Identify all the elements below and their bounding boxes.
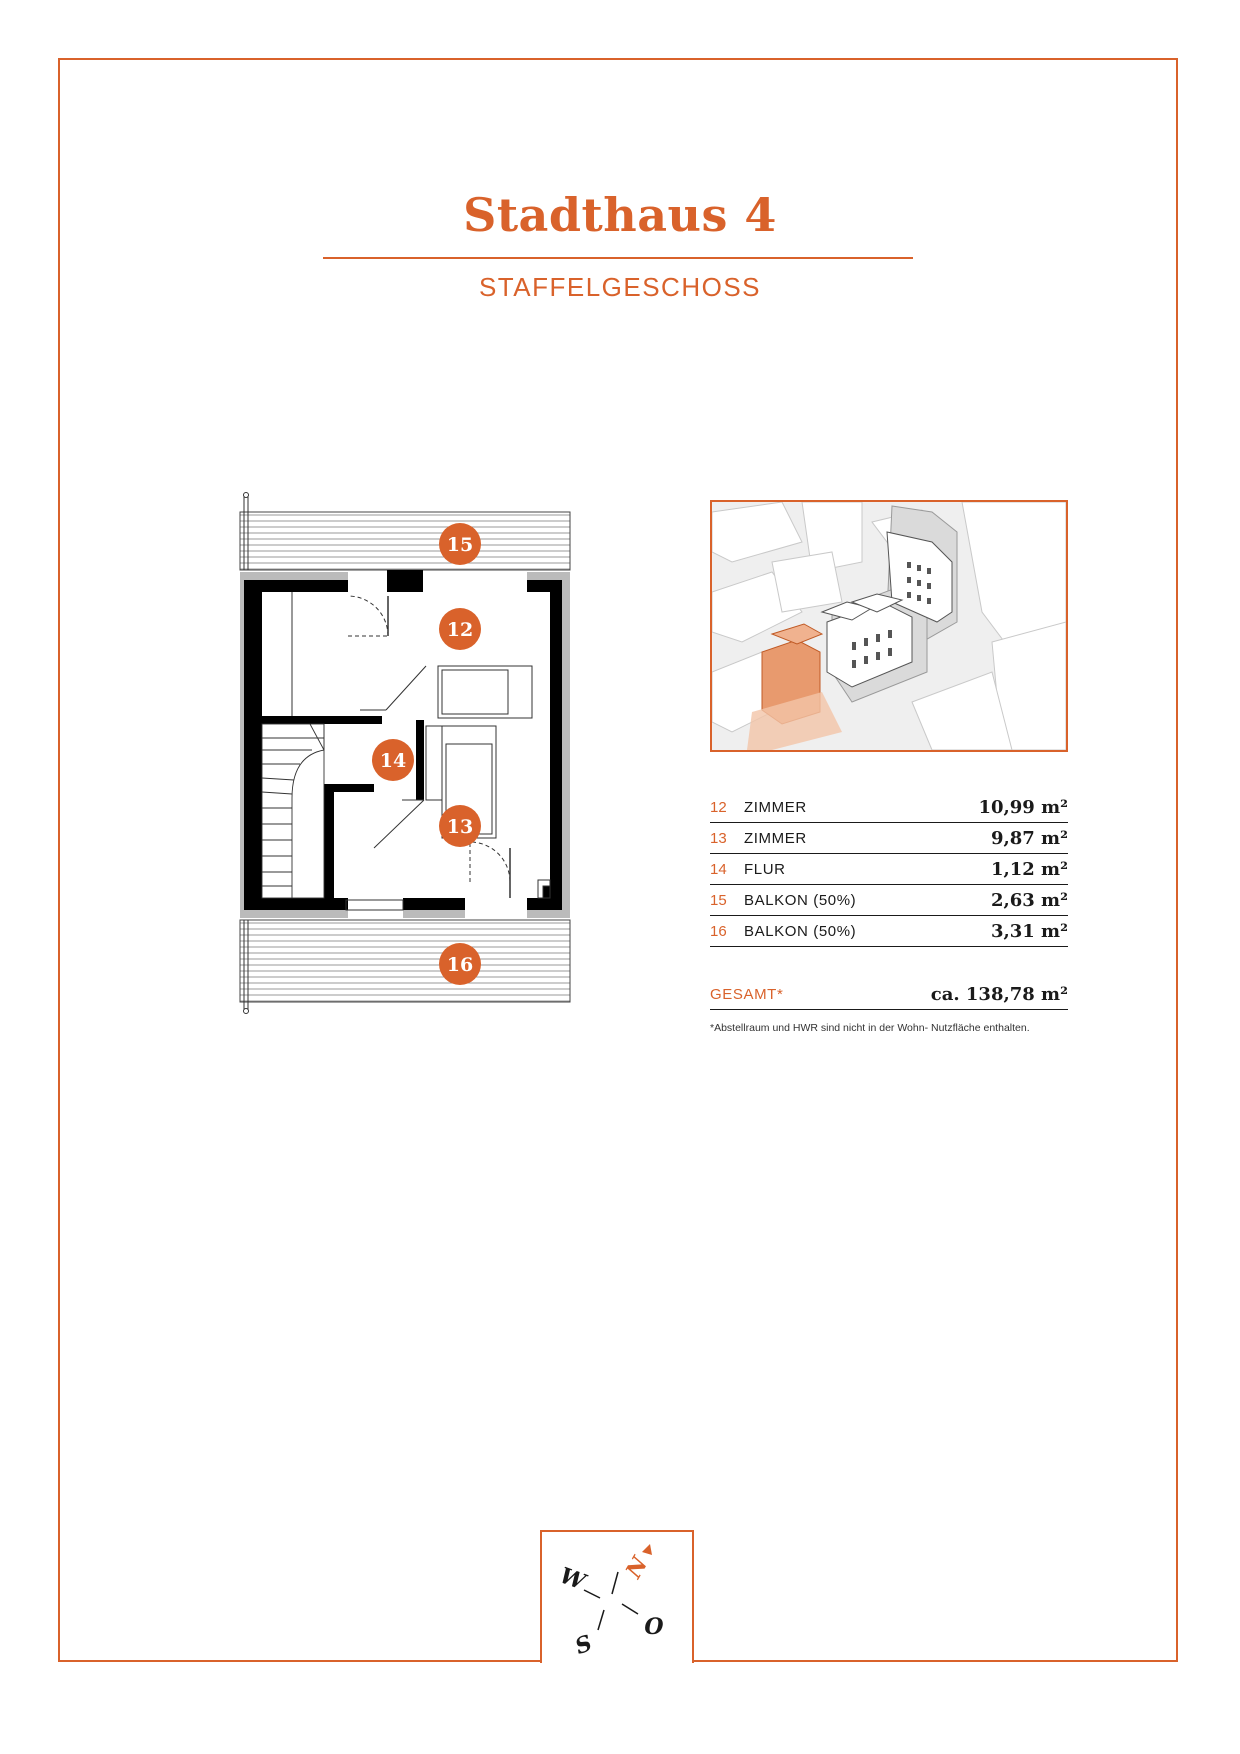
page-subtitle: STAFFELGESCHOSS <box>478 272 762 302</box>
room-badge-12 <box>439 608 481 650</box>
area-value: 1,12 m² <box>990 858 1068 880</box>
area-row <box>710 854 1068 885</box>
area-name: FLUR <box>744 860 786 878</box>
area-name: ZIMMER <box>744 798 807 816</box>
area-value: 10,99 m² <box>978 796 1068 818</box>
area-row <box>710 916 1068 947</box>
area-value: 9,87 m² <box>990 827 1068 849</box>
total-row <box>710 980 1068 1010</box>
area-number: 13 <box>710 829 727 847</box>
area-number: 15 <box>710 891 727 909</box>
room-label-15: 15 <box>446 534 474 556</box>
page-title: Stadthaus 4 <box>463 188 777 242</box>
aerial-view-image <box>710 500 1068 752</box>
balcony-top <box>240 493 570 571</box>
room-label-13: 13 <box>446 816 474 838</box>
room-label-16: 16 <box>446 954 474 976</box>
footnote: *Abstellraum und HWR sind nicht in der Wohn- Nutzfläche enthalten. <box>710 1022 1030 1034</box>
area-name: ZIMMER <box>744 829 807 847</box>
total-label: GESAMT* <box>710 986 784 1003</box>
area-row <box>710 792 1068 823</box>
area-value: 3,31 m² <box>990 920 1068 942</box>
room-badge-13 <box>439 805 481 847</box>
area-row <box>710 823 1068 854</box>
compass <box>540 1530 694 1663</box>
compass-n-label: N <box>620 1552 654 1583</box>
area-value: 2,63 m² <box>990 889 1068 911</box>
area-number: 14 <box>710 860 727 878</box>
balcony-bottom <box>240 920 570 1014</box>
compass-s-label: S <box>571 1630 596 1660</box>
total-value: ca. 138,78 m² <box>930 984 1068 1005</box>
area-row <box>710 885 1068 916</box>
area-table <box>710 792 1068 947</box>
room-badge-15 <box>439 523 481 565</box>
room-badge-14 <box>372 739 414 781</box>
room-label-14: 14 <box>379 750 407 772</box>
title-divider <box>323 257 913 259</box>
area-name: BALKON (50%) <box>744 891 857 909</box>
floor-plan <box>230 488 590 1028</box>
compass-o-label: O <box>644 1614 664 1640</box>
area-name: BALKON (50%) <box>744 922 857 940</box>
area-number: 16 <box>710 922 727 940</box>
area-number: 12 <box>710 798 727 816</box>
room-label-12: 12 <box>446 619 474 641</box>
room-badge-16 <box>439 943 481 985</box>
compass-w-label: W <box>556 1562 589 1596</box>
